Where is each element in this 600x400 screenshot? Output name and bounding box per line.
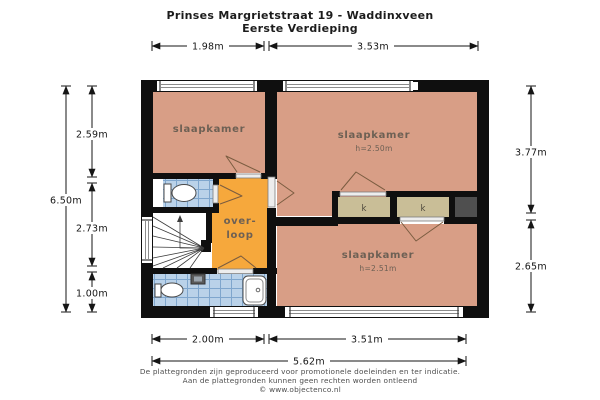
- wall-stair-balustrade: [206, 213, 212, 243]
- shaft: [455, 197, 477, 217]
- door-leaf-closet-2: [400, 217, 444, 221]
- dim-left-2: 2.73m: [76, 223, 108, 235]
- dim-right-1: 3.77m: [515, 147, 547, 159]
- wall-wc-south: [141, 207, 219, 213]
- toilet-icon-bathroom: [155, 283, 183, 297]
- door-leaf-closet-1: [340, 192, 386, 196]
- bathtub-icon: [243, 276, 266, 305]
- label-bedroom-top-right-height: h=2.50m: [355, 144, 393, 153]
- sink-icon: [191, 274, 205, 284]
- label-landing-line2: loop: [226, 230, 254, 241]
- dim-right-2: 2.65m: [515, 261, 547, 273]
- wall-right: [477, 80, 489, 318]
- window-top-left: [157, 81, 257, 91]
- dim-left-3: 1.00m: [76, 288, 108, 300]
- wall-between-top-bedrooms: [265, 80, 277, 173]
- toilet-icon-wc: [164, 184, 196, 202]
- label-closet-2: k: [420, 204, 426, 214]
- wall-bedroomtl-south-a: [141, 173, 236, 179]
- footer-disclaimer-line1: De plattegronden zijn geproduceerd voor promotionele doeleinden en ter indicatie.: [139, 367, 461, 376]
- wall-wc-east-a: [213, 179, 219, 185]
- door-leaf-bedroom-top-left: [236, 174, 261, 178]
- dim-bottom-1: 2.00m: [192, 334, 224, 346]
- wall-left: [141, 80, 153, 318]
- label-closet-1: k: [361, 204, 367, 214]
- dim-left-outer: 6.50m: [50, 195, 82, 207]
- wall-closet-south-a: [332, 217, 400, 224]
- dim-bottom-total: 5.62m: [293, 356, 325, 368]
- wall-closet-north-b: [386, 191, 477, 197]
- window-bottom-bathroom: [210, 307, 258, 317]
- dim-left-1: 2.59m: [76, 129, 108, 141]
- window-bottom-bedroom: [285, 307, 463, 317]
- label-bedroom-bottom-right: slaapkamer: [341, 250, 415, 261]
- label-landing-line1: over-: [223, 216, 257, 227]
- door-leaf-bedroom-top-right: [268, 177, 275, 207]
- window-top-right: [283, 81, 418, 91]
- wall-closet-west: [332, 197, 338, 217]
- door-leaf-bathroom: [218, 269, 253, 274]
- window-left-staircase: [142, 217, 152, 263]
- wall-closet-east: [449, 197, 455, 217]
- wall-wc-east-b: [213, 203, 219, 213]
- label-bedroom-bottom-right-height: h=2.51m: [359, 264, 397, 273]
- page-title: Prinses Margrietstraat 19 - Waddinxveen: [166, 9, 434, 22]
- dim-top-2: 3.53m: [357, 41, 389, 53]
- wall-closet-north-a: [332, 191, 340, 197]
- dim-bottom-2: 3.51m: [351, 334, 383, 346]
- label-bedroom-top-left: slaapkamer: [172, 124, 246, 135]
- footer-disclaimer-line2: Aan de plattegronden kunnen geen rechten worden ontleend: [182, 376, 418, 385]
- label-bedroom-top-right: slaapkamer: [337, 130, 411, 141]
- wall-closet-south-b: [444, 217, 477, 224]
- wall-closet-divider: [390, 197, 397, 217]
- door-leaf-wc: [213, 185, 218, 203]
- dim-top-1: 1.98m: [192, 41, 224, 53]
- wall-bedroombr-north: [267, 217, 338, 226]
- wc-floor-strip: [153, 179, 163, 208]
- footer-website: © www.objectenco.nl: [259, 385, 341, 394]
- page-subtitle: Eerste Verdieping: [242, 22, 358, 35]
- wall-bathroom-north-a: [141, 268, 217, 274]
